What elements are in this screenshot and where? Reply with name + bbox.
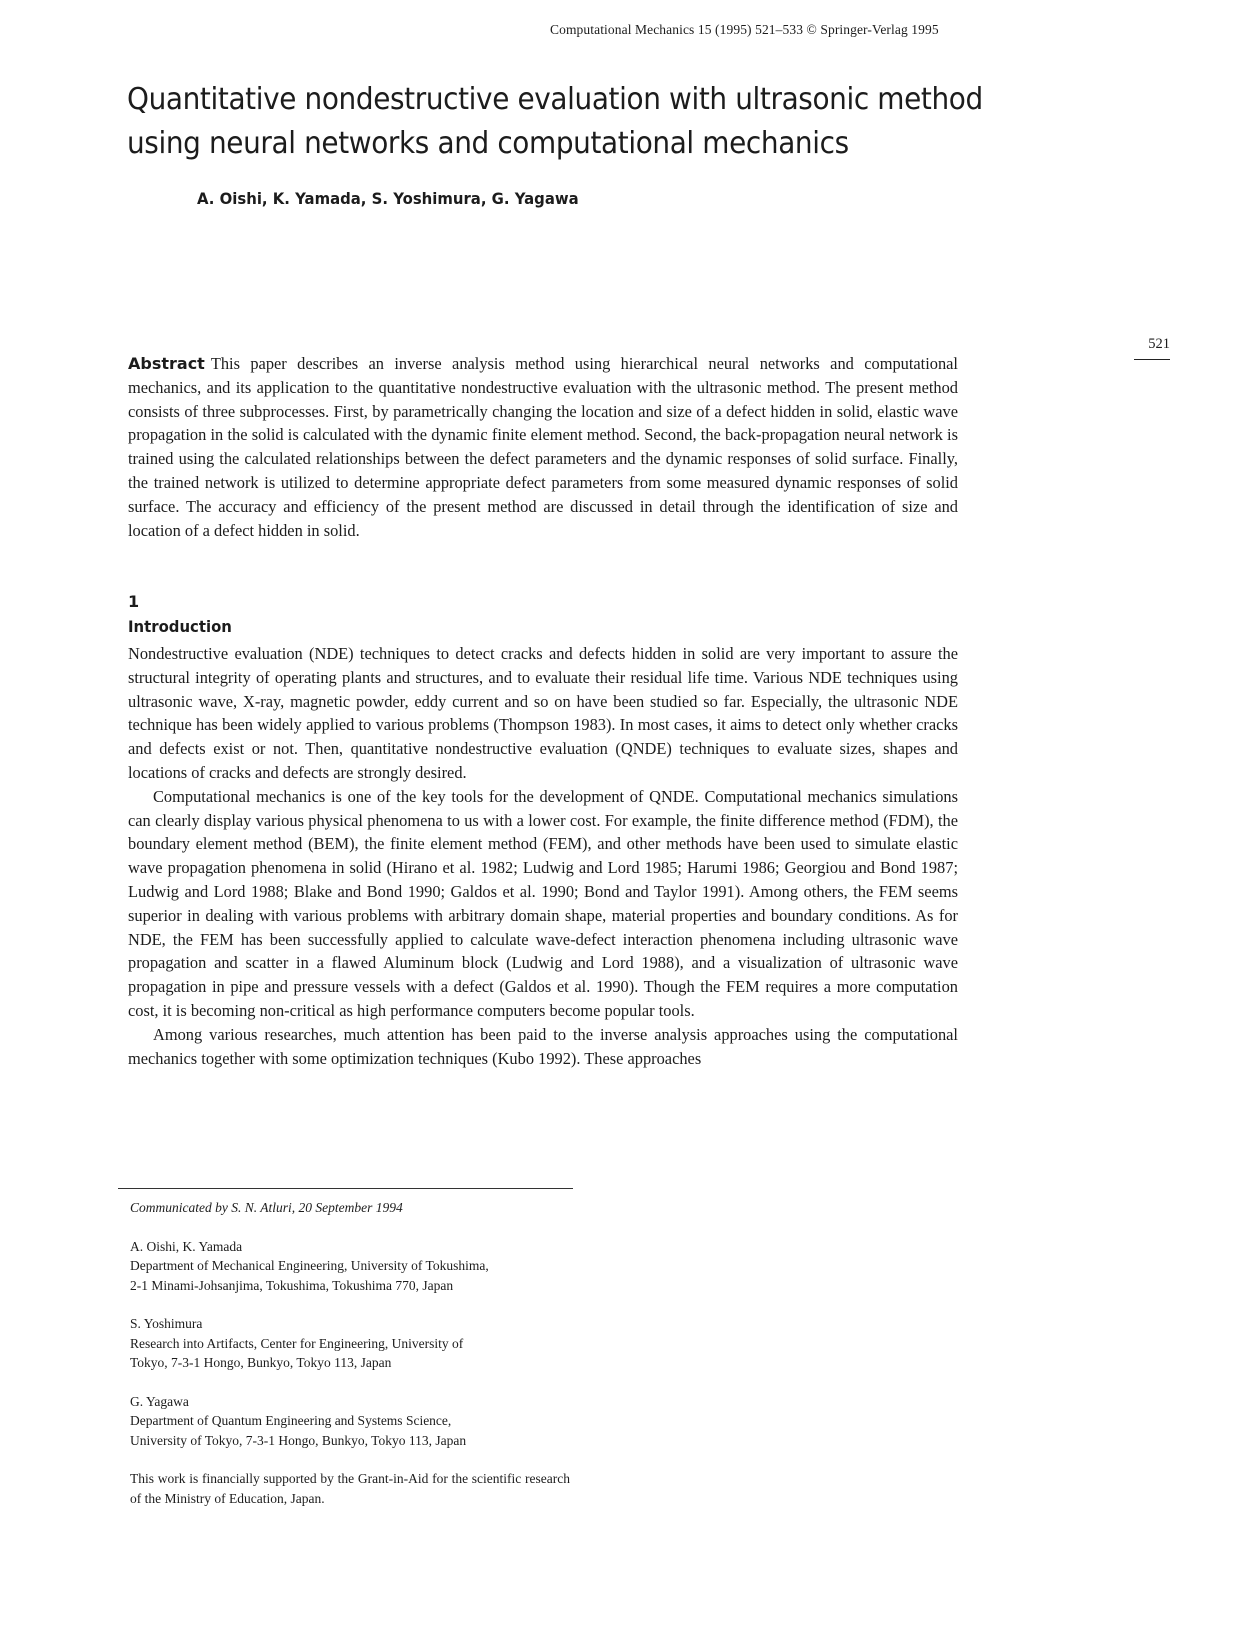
affiliation-names: G. Yagawa bbox=[130, 1393, 189, 1409]
abstract-label: Abstract bbox=[128, 354, 205, 373]
paragraph: Among various researches, much attention has been paid to the inverse analysis approaches using the computational mechanics together with some optimization techniques (Kubo 1992). These approaches bbox=[128, 1024, 958, 1068]
footnote-rule bbox=[118, 1188, 573, 1189]
title-line-1: Quantitative nondestructive evaluation with ultrasonic method bbox=[127, 82, 983, 117]
affiliation bbox=[130, 1237, 570, 1296]
abstract bbox=[128, 352, 958, 542]
section-heading: Introduction bbox=[128, 617, 232, 636]
abstract-text: This paper describes an inverse analysis method using hierarchical neural networks and computational mechanics, and its application to the quantitative nondestructive evaluation with the ultrasonic method. The present method consists of three subprocesses. First, by parametrically changing the location and size of a defect hidden in solid, elastic wave propagation in the solid is calculated with the dynamic finite element method. Second, the back-propagation neural network is trained using the calculated relationships between the defect parameters and the dynamic responses of solid surface. Finally, the trained network is utilized to determine appropriate defect parameters from some measured dynamic responses of solid surface. The accuracy and efficiency of the present method are discussed in detail through the identification of size and location of a defect hidden in solid. bbox=[128, 354, 958, 540]
title-line-2: using neural networks and computational mechanics bbox=[127, 126, 849, 161]
affiliation-line: Research into Artifacts, Center for Engineering, University of bbox=[130, 1335, 464, 1351]
paper-title bbox=[127, 78, 983, 166]
affiliation-line: 2-1 Minami-Johsanjima, Tokushima, Tokushima 770, Japan bbox=[130, 1277, 454, 1293]
affiliation bbox=[130, 1314, 570, 1373]
footnotes bbox=[130, 1198, 570, 1508]
paragraph: Nondestructive evaluation (NDE) techniques to detect cracks and defects hidden in solid are very important to assure the structural integrity of operating plants and structures, and to evaluate their residual life time. Various NDE techniques using ultrasonic wave, X-ray, magnetic powder, eddy current and so on have been studied so far. Especially, the ultrasonic NDE technique has been widely applied to various problems (Thompson 1983). In most cases, it aims to detect only whether cracks and defects exist or not. Then, quantitative nondestructive evaluation (QNDE) techniques to evaluate sizes, shapes and locations of cracks and defects are strongly desired. bbox=[128, 644, 958, 782]
page-number: 521 bbox=[1148, 336, 1170, 352]
affiliation-line: Tokyo, 7-3-1 Hongo, Bunkyo, Tokyo 113, Japan bbox=[130, 1355, 392, 1370]
introduction-body bbox=[128, 642, 958, 1070]
affiliation-names: A. Oishi, K. Yamada bbox=[130, 1238, 243, 1254]
running-header: Computational Mechanics 15 (1995) 521–533 © Springer-Verlag 1995 bbox=[550, 22, 939, 37]
affiliation-line: University of Tokyo, 7-3-1 Hongo, Bunkyo, Tokyo 113, Japan bbox=[130, 1432, 467, 1448]
affiliation bbox=[130, 1392, 570, 1451]
affiliation-names: S. Yoshimura bbox=[130, 1316, 203, 1331]
author-list: A. Oishi, K. Yamada, S. Yoshimura, G. Yagawa bbox=[197, 189, 579, 208]
affiliation-line: Department of Quantum Engineering and Systems Science, bbox=[130, 1413, 452, 1428]
page-number-rule bbox=[1134, 359, 1170, 360]
communicated-note: Communicated by S. N. Atluri, 20 September 1994 bbox=[130, 1200, 403, 1215]
affiliation-line: Department of Mechanical Engineering, University of Tokushima, bbox=[130, 1258, 489, 1273]
section-number: 1 bbox=[128, 592, 140, 611]
funding-note: This work is financially supported by the Grant-in-Aid for the scientific research of the Ministry of Education, Japan. bbox=[130, 1471, 570, 1506]
paragraph: Computational mechanics is one of the key tools for the development of QNDE. Computational mechanics simulations can clearly display various physical phenomena to us with a lower cost. For example, the finite difference method (FDM), the boundary element method (BEM), the finite element method (FEM), and other methods have been used to simulate elastic wave propagation phenomena in solid (Hirano et al. 1982; Ludwig and Lord 1985; Harumi 1986; Georgiou and Bond 1987; Ludwig and Lord 1988; Blake and Bond 1990; Galdos et al. 1990; Bond and Taylor 1991). Among others, the FEM seems superior in dealing with various problems with arbitrary domain shape, material properties and boundary conditions. As for NDE, the FEM has been successfully applied to calculate wave-defect interaction phenomena including ultrasonic wave propagation and scatter in a flawed Aluminum block (Ludwig and Lord 1988), and a visualization of ultrasonic wave propagation in pipe and pressure vessels with a defect (Galdos et al. 1990). Though the FEM requires a more computation cost, it is becoming non-critical as high performance computers become popular tools. bbox=[128, 786, 958, 1020]
